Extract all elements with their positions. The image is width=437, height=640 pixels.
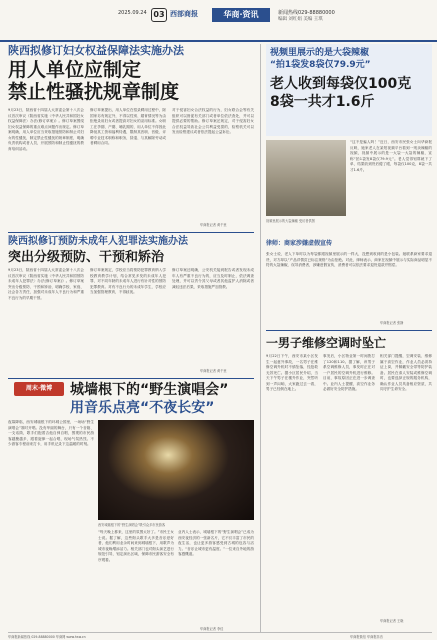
- article4-photo-caption: 视频里展示的大袋辣椒 受访者供图: [266, 219, 315, 223]
- article5-byline: 华商报记者 王晓: [380, 619, 404, 623]
- article2-kicker: 陕西拟修订预防未成年人犯罪法实施办法: [8, 236, 188, 247]
- issue-date: 2025.09.24: [118, 10, 147, 16]
- article3-photo-caption: 西安城墙根下的“野生演唱会”吸引众多市民游客: [98, 523, 166, 527]
- article1-headline-line2: 禁止性骚扰规章制度: [8, 81, 180, 103]
- footer-rule: [8, 632, 432, 633]
- article4-byline: 华商报记者 张静: [380, 321, 404, 325]
- article5-body-col2: 事发后，小区物业第一时间拨打了120和110。据了解，该男子系空调维修人员，事发时正在对一户居民的空调外机进行维修。目前，事故原因正在进一步调查中。业内人士提醒，高空作业务必做好安全防护措施。: [323, 354, 375, 391]
- article2-headline: 突出分级预防、干预和矫治: [8, 250, 165, 265]
- article4-kicker-line1: 视频里展示的是大袋辣椒: [270, 48, 370, 58]
- article1-kicker: 陕西拟修订妇女权益保障法实施办法: [8, 44, 184, 57]
- article4-body: “这不是骗人吗！”近日，西安市民张女士向华商报反映，她家老人在某短视频平台看到一则卖辣椒的视频，视频中展示的是一大袋一大袋的辣椒，宣称“拍1袋发8袋仅79.9元”。老人觉得划算就下了单，结果收到货后傻了眼，每袋仅100克，8袋一共才1.6斤。: [350, 140, 432, 172]
- article2-body-col1: 9月23日，陕西省十四届人大常委会第十八次会议首次审议《陕西省实施〈中华人民共和国预防未成年人犯罪法〉办法(修订草案)》。修订草案突出分级预防、干预和矫治，明确学校、家庭、社会各方责任，加强对未成年人不良行为和严重不良行为的早期干预。: [8, 268, 84, 300]
- article4-body2: 张女士说，老人下单时以为每袋都跟视频里展示的一样大，没想到收到的是小包装。她联系商家要求退货，对方却以“产品详情页已标注规格”为由拒绝。对此，律师表示，商家在视频中展示与实际商品明显不符的大袋辣椒，误导消费者，涉嫌虚假宣传，消费者可以依法要求退货退款并赔偿。: [266, 252, 432, 267]
- article4-kicker-line2: “拍1袋发8袋仅79.9元”: [270, 60, 371, 70]
- divider: [8, 232, 254, 233]
- article2-byline: 华商报记者 黄千里: [200, 369, 227, 373]
- footer-right: 华商报微信 华商报抖音: [350, 635, 383, 639]
- divider: [8, 378, 254, 379]
- page-number: 03: [151, 8, 167, 22]
- article3-badge: 周末·微博: [14, 382, 64, 396]
- footer-left: 华商报新闻热线 029-88880000 华商网 www.hsw.cn: [8, 635, 86, 639]
- article1-body-col1: 9月23日，陕西省十四届人大常委会第十八次会议首次审议《陕西省实施〈中华人民共和国妇女权益保障法〉办法(修订草案)》。修订草案围绕妇女权益保障的重点难点问题作出规定。修订草案明确，用人单位应当采取措施预防和制止对妇女的性骚扰，制定禁止性骚扰的规章制度，明确负责机构或者人员，开展预防和制止性骚扰的教育培训活动。: [8, 108, 84, 151]
- article1-body-col3: 对于侵害妇女合法权益的行为，妇女联合会等有关组织可以督促有关部门或者单位依法查处，并可以提供必要的帮助。修订草案还规定，对于侵害妇女合法权益导致社会公共利益受损的，检察机关可以发出检察建议或者依法提起公益诉讼。: [172, 108, 254, 134]
- article4-subhead: 律师：商家涉嫌虚假宣传: [266, 240, 333, 247]
- section-tag: 华商·资讯: [212, 8, 270, 22]
- article1-body-col2: 修订草案提出，用人单位在招录聘用过程中，除国家另有规定外，不得以性别、婚育情况等为由拒绝录用妇女或者提高对妇女的录用标准。女职工在孕期、产期、哺乳期的，用人单位不得因此降低其工资和福利待遇，限制其晋职、晋级、评聘专业技术职称和职务，辞退、与其解除劳动或者聘用合同。: [90, 108, 166, 145]
- concert-photo: [98, 420, 254, 520]
- article2-body-col2: 修订草案规定，学校应当将预防犯罪教育纳入学校教育教学计划，结合常见多发的未成年人犯罪，对不同年龄的未成年人进行有针对性的预防犯罪教育。对有不良行为的未成年学生，学校应当加强管理教育，不得歧视。: [90, 268, 166, 294]
- article5-body-col3: 相关部门提醒，空调安装、维修属于高空作业，作业人员必须持证上岗，并佩戴安全带等防护装备。居民在请人安装或维修空调时，也要选择正规的服务机构，确认作业人员具备相应资质，共同守护生命安全。: [380, 354, 432, 391]
- article1-headline-line1: 用人单位应制定: [8, 59, 142, 81]
- article3-body-col2: “每天晚上都来，这里的氛围太好了。”市民王女士说。据了解，这些街头歌手大多是音乐爱好者，他们利用业余时间来到城墙根下，用歌声为城市夜晚增添活力。相关部门也对街头演艺进行规范引导，划定演出区域，保障市民游客安全有序观看。: [98, 530, 174, 562]
- article2-body-col3: 修订草案还明确，公安机关接到报告或者发现未成年人有严重不良行为的，应当及时制止，依法调查处理，并可以责令其父母或者其他监护人消除或者减轻违法后果，采取措施严加管教。: [172, 268, 254, 289]
- article3-body-col3: 业内人士表示，城墙根下的“野生演唱会”已成为西安夜经济的一张新名片，它不仅丰富了市民的夜生活，也让更多游客感受到古城的包容与活力。“音乐让城市更有温度。”一位来自外地的游客感慨道。: [178, 530, 254, 556]
- article4-headline-line1: 老人收到每袋仅100克: [270, 76, 412, 92]
- article4-headline-line2: 8袋一共才1.6斤: [270, 94, 375, 110]
- news-hotline: 新闻热线029-88880000: [278, 10, 335, 16]
- article3-byline: 华商报记者 李佳: [200, 627, 224, 631]
- article3-headline-line2: 用音乐点亮“不夜长安”: [70, 400, 215, 416]
- editor-credit: 编辑 刘红娟 美编 王琪: [278, 17, 323, 22]
- divider: [266, 330, 432, 331]
- chili-bag-photo: [266, 140, 346, 216]
- article5-body-col1: 9月22日下午，西安市某小区发生一起意外事故，一名男子在维修空调外机时不慎坠落，经抢救无效死亡。据小区居民介绍，当天下午男子在楼外作业，突然听到一声闷响，大家跑过去一看，男子已经倒在地上。: [266, 354, 318, 391]
- article5-headline: 一男子维修空调时坠亡: [266, 336, 387, 350]
- newspaper-logo: 西部商报: [170, 9, 198, 18]
- article1-byline: 华商报记者 黄千里: [200, 223, 227, 227]
- article3-body-col1: 夜幕降临，西安城墙根下的环城公园里，一场场“野生演唱会”准时开唱。没有华丽的舞台，只有一个音箱、一支话筒，歌手们抱着吉他自弹自唱，围观的市民游客越聚越多，跟着旋律一起合唱，现场气氛热烈。不少游客专程前来打卡，用手机记录下这温暖的时刻。: [8, 420, 94, 446]
- column-divider: [260, 44, 261, 632]
- article3-headline-line1: 城墙根下的“野生演唱会”: [70, 382, 229, 398]
